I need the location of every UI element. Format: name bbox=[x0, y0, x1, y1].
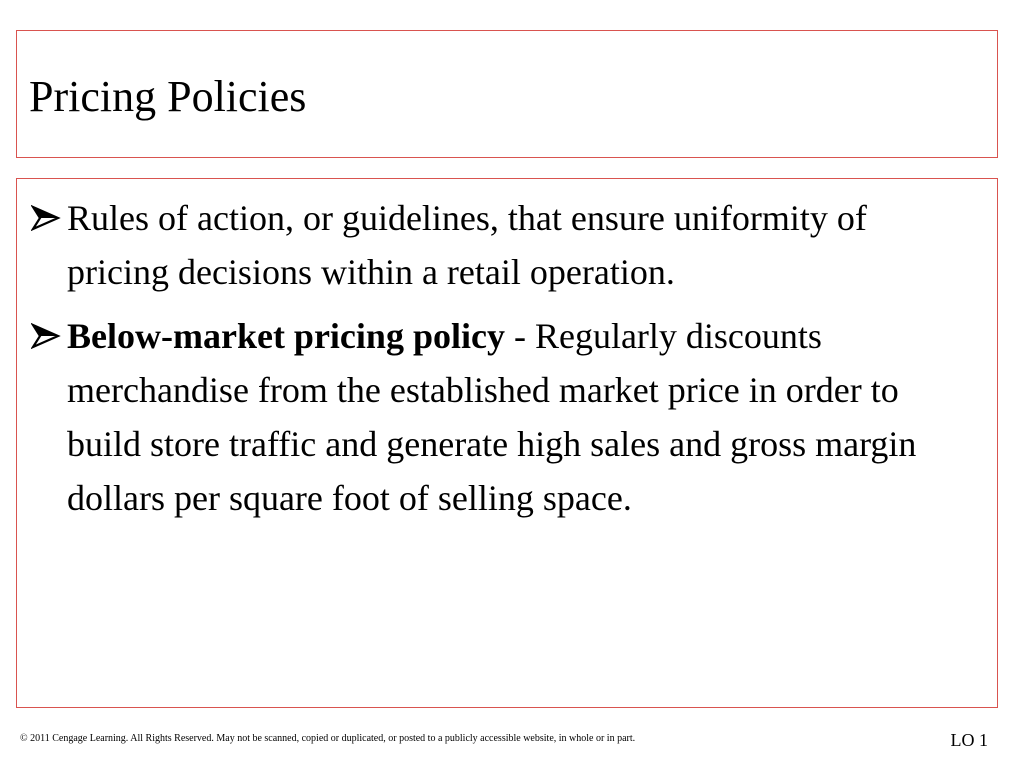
slide-title: Pricing Policies bbox=[29, 72, 307, 121]
bullet-text: Regularly discounts merchandise from the established market price in order to build store traffic and generate high sales and gross margin dollars per square foot of selling space. bbox=[67, 316, 917, 518]
term-separator: - bbox=[504, 316, 535, 356]
bullet-text: Rules of action, or guidelines, that ensure uniformity of pricing decisions within a retail operation. bbox=[67, 198, 867, 292]
bullet-item-below-market bbox=[31, 309, 951, 525]
copyright-notice: © 2011 Cengage Learning. All Rights Reserved. May not be scanned, copied or duplicated, or posted to a publicly accessible website, in whole or in part. bbox=[20, 733, 636, 744]
bullet-term: Below-market pricing policy bbox=[67, 316, 505, 356]
title-placeholder bbox=[16, 30, 998, 158]
bullet-item-rules bbox=[31, 191, 951, 299]
arrow-bullet-icon bbox=[31, 191, 65, 245]
arrow-bullet-icon bbox=[31, 309, 65, 363]
content-placeholder bbox=[16, 178, 998, 708]
bullet-list bbox=[31, 191, 951, 535]
learning-objective-label: LO 1 bbox=[950, 730, 988, 750]
